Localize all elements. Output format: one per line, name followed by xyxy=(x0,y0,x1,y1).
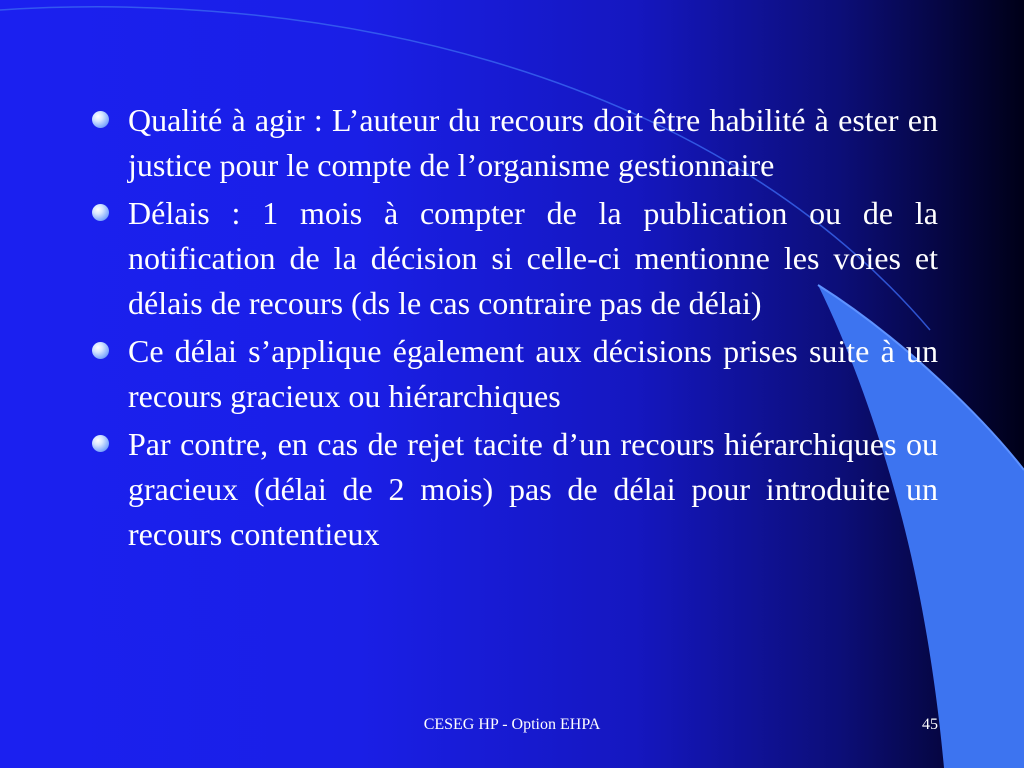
bullet-item xyxy=(92,191,938,326)
bullet-text: Ce délai s’applique également aux décisions prises suite à un recours gracieux ou hiérarchiques xyxy=(128,333,938,414)
page-number: 45 xyxy=(922,716,938,733)
bullet-item xyxy=(92,98,938,188)
bullet-dot-icon xyxy=(92,111,109,128)
footer-text: CESEG HP - Option EHPA xyxy=(423,716,601,733)
bullet-text: Par contre, en cas de rejet tacite d’un recours hiérarchiques ou gracieux (délai de 2 mois) pas de délai pour introduite un recours contentieux xyxy=(128,426,938,552)
bullet-text: Délais : 1 mois à compter de la publication ou de la notification de la décision si celle-ci mentionne les voies et délais de recours (ds le cas contraire pas de délai) xyxy=(128,195,938,321)
bullet-dot-icon xyxy=(92,204,109,221)
bullet-list xyxy=(92,98,938,560)
bullet-item xyxy=(92,422,938,557)
bullet-dot-icon xyxy=(92,342,109,359)
bullet-dot-icon xyxy=(92,435,109,452)
bullet-item xyxy=(92,329,938,419)
bullet-text: Qualité à agir : L’auteur du recours doit être habilité à ester en justice pour le compte de l’organisme gestionnaire xyxy=(128,102,938,183)
